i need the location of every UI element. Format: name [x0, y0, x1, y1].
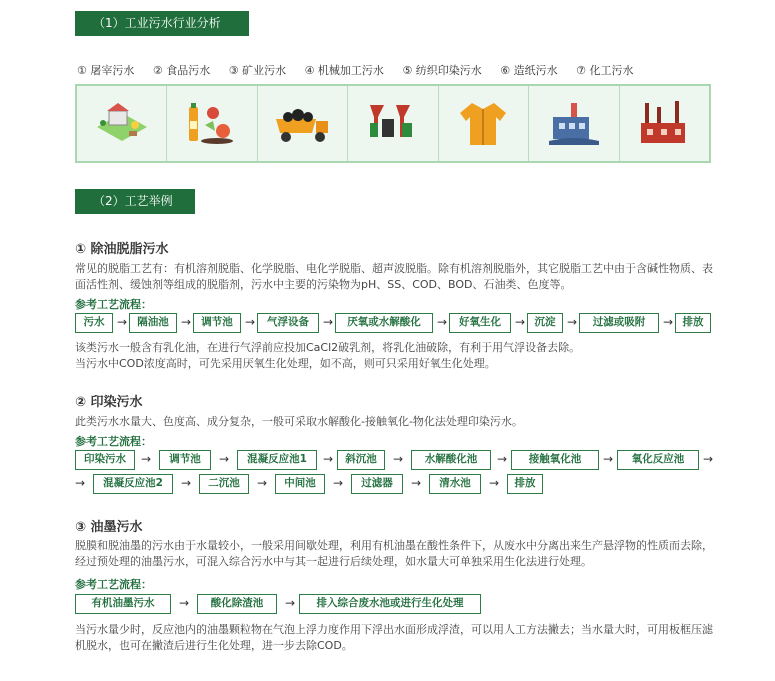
flow-step: 清水池 [429, 474, 481, 494]
flow-step: 混凝反应池1 [237, 450, 317, 470]
flow-arrow: → [179, 596, 190, 610]
industry-item: ⑥ 造纸污水 [500, 64, 558, 77]
mining-truck-icon [258, 86, 348, 161]
section-industry-analysis-title: （1）工业污水行业分析 [75, 11, 249, 36]
flow-arrow: → [75, 476, 86, 490]
flow-step: 气浮设备 [257, 313, 319, 333]
flow-arrow: → [285, 596, 296, 610]
flow-arrow: → [603, 452, 614, 466]
industry-icon-panel [75, 84, 711, 163]
flow-step: 接触氧化池 [511, 450, 599, 470]
flow-arrow: → [393, 452, 404, 466]
case2-title: ② 印染污水 [75, 395, 143, 410]
flow-step: 污水 [75, 313, 113, 333]
case1-note1: 该类污水一般含有乳化油，在进行气浮前应投加CaCl2破乳剂，将乳化油破除，有利于用气浮设备去除。 [75, 341, 581, 354]
flow-arrow: → [245, 315, 256, 329]
flow-arrow: → [257, 476, 268, 490]
flow-step: 好氧生化 [449, 313, 511, 333]
case3-ref-label: 参考工艺流程： [75, 578, 152, 591]
flow-arrow: → [515, 315, 526, 329]
case3-intro: 脱膜和脱油墨的污水由于水量较小，一般采用间歇处理，利用有机油墨在酸性条件下，从废水中分离出来生产悬浮物的性质而去除，经过预处理的油墨污水，可混入综合污水中与其一起进行后续处理，如水量大可单独采用生化法进行处理。 [75, 539, 713, 568]
flow-step: 调节池 [159, 450, 211, 470]
flow-step: 二沉池 [199, 474, 249, 494]
case1-intro: 常见的脱脂工艺有：有机溶剂脱脂、化学脱脂、电化学脱脂、超声波脱脂。除有机溶剂脱脂外，其它脱脂工艺中由于含碱性物质、表面活性剂、缓蚀剂等组成的脱脂剂，污水中主要的污染物为pH、SS、COD、BOD、石油类、色度等。 [75, 262, 713, 291]
industry-item: ⑤ 纺织印染污水 [402, 64, 482, 77]
chemical-plant-icon [620, 86, 709, 161]
flow-step: 排入综合废水池或进行生化处理 [299, 594, 481, 614]
flow-arrow: → [141, 452, 152, 466]
flow-arrow: → [567, 315, 578, 329]
flow-step: 排放 [507, 474, 543, 494]
industry-list [77, 62, 717, 78]
flow-arrow: → [663, 315, 674, 329]
case2-intro: 此类污水水量大、色度高、成分复杂，一般可采取水解酸化-接触氧化-物化法处理印染污水。 [75, 415, 523, 428]
flow-arrow: → [181, 315, 192, 329]
flow-step: 斜沉池 [337, 450, 385, 470]
flow-arrow: → [437, 315, 448, 329]
industry-item: ⑦ 化工污水 [576, 64, 634, 77]
farm-icon [77, 86, 167, 161]
industry-item: ① 屠宰污水 [77, 64, 135, 77]
flow-step: 中间池 [275, 474, 325, 494]
flow-step: 沉淀 [527, 313, 563, 333]
garment-icon [439, 86, 529, 161]
flow-step: 过滤或吸附 [579, 313, 659, 333]
case2-ref-label: 参考工艺流程： [75, 435, 152, 448]
flow-step: 印染污水 [75, 450, 135, 470]
flow-step: 厌氧或水解酸化 [335, 313, 433, 333]
flow-arrow: → [489, 476, 500, 490]
flow-arrow: → [497, 452, 508, 466]
paper-mill-icon [529, 86, 619, 161]
industry-item: ② 食品污水 [152, 64, 211, 77]
flow-arrow: → [333, 476, 344, 490]
flow-arrow: → [323, 452, 334, 466]
case1-note2: 当污水中COD浓度高时，可先采用厌氧生化处理，如不高，则可只采用好氧生化处理。 [75, 357, 496, 370]
flow-step: 酸化除渣池 [197, 594, 277, 614]
flow-step: 过滤器 [351, 474, 403, 494]
flow-step: 排放 [675, 313, 711, 333]
flow-step: 隔油池 [129, 313, 177, 333]
flow-step: 有机油墨污水 [75, 594, 171, 614]
machining-icon [348, 86, 438, 161]
section-process-examples-title: （2）工艺举例 [75, 189, 195, 214]
flow-arrow: → [219, 452, 230, 466]
case1-ref-label: 参考工艺流程： [75, 298, 152, 311]
case3-note: 当污水量少时，反应池内的油墨颗粒物在气泡上浮力度作用下浮出水面形成浮渣，可以用人工方法撇去；当水量大时，可用板框压滤机脱水，也可在撇渣后进行生化处理，进一步去除COD。 [75, 623, 713, 652]
flow-arrow: → [323, 315, 334, 329]
flow-step: 混凝反应池2 [93, 474, 173, 494]
flow-step: 水解酸化池 [411, 450, 491, 470]
industry-item: ③ 矿业污水 [228, 64, 287, 77]
flow-step: 调节池 [193, 313, 241, 333]
food-icon [167, 86, 257, 161]
flow-arrow: → [117, 315, 128, 329]
flow-arrow: → [181, 476, 192, 490]
flow-arrow: → [703, 452, 714, 466]
case1-title: ① 除油脱脂污水 [75, 242, 169, 257]
industry-item: ④ 机械加工污水 [304, 64, 384, 77]
flow-step: 氧化反应池 [617, 450, 699, 470]
flow-arrow: → [411, 476, 422, 490]
case3-title: ③ 油墨污水 [75, 520, 143, 535]
